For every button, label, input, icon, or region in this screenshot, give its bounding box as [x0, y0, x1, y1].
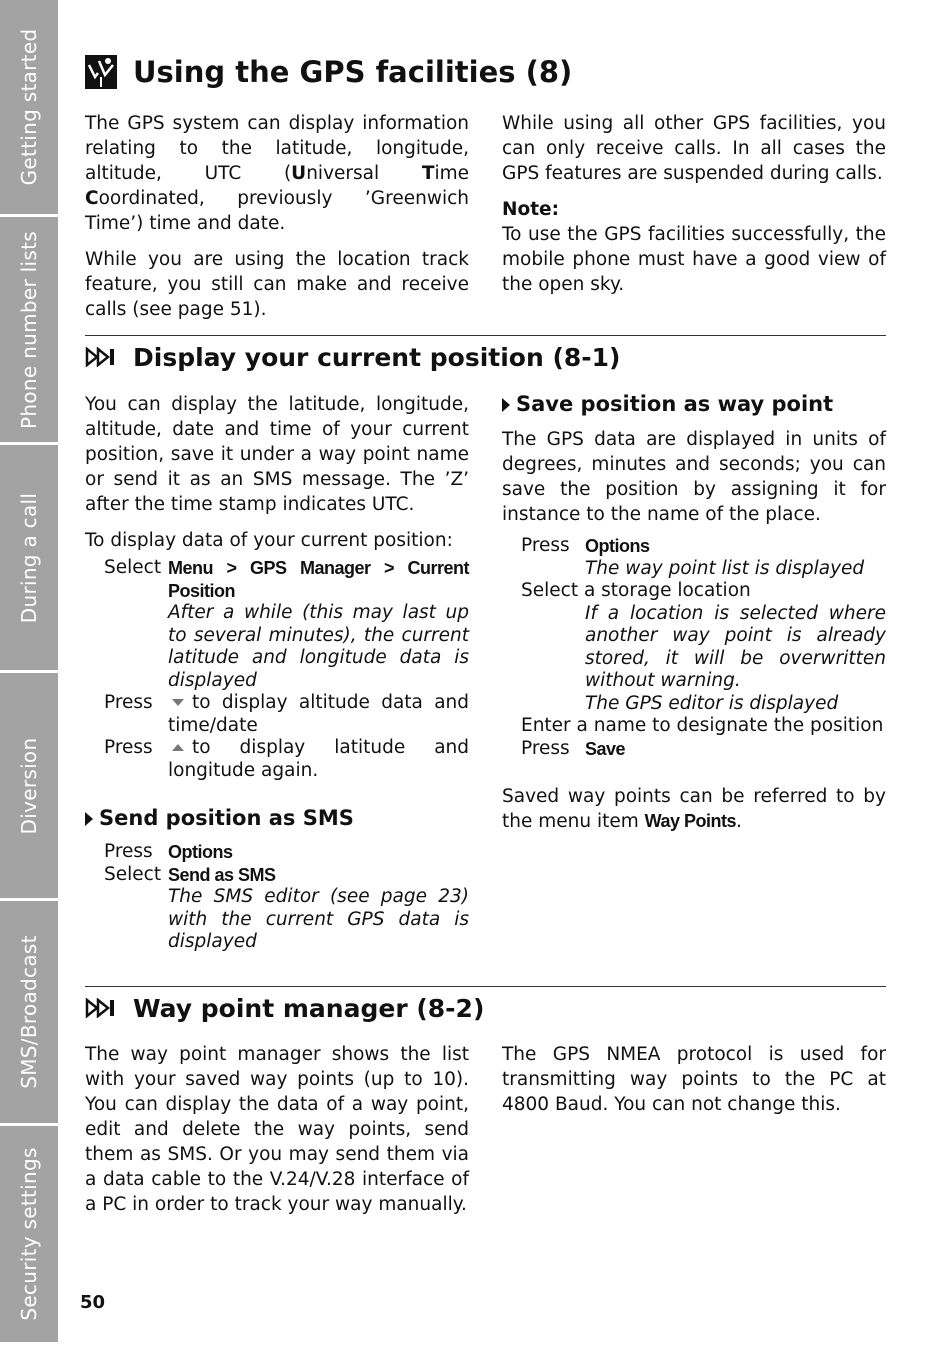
send-sms-heading: Send position as SMS	[85, 806, 469, 831]
note-label: Note:	[502, 199, 559, 220]
step-note: The SMS editor (see page 23) with the current GPS data is displayed	[168, 886, 469, 952]
softkey-label: Save	[585, 738, 626, 759]
step-row	[85, 864, 469, 954]
section-1-paragraph-2: To display data of your current position:	[85, 530, 453, 551]
softkey-label: Options	[168, 842, 233, 862]
section-1-title: Display your current position (8-1)	[133, 342, 621, 372]
step-label: Press	[104, 737, 153, 758]
tab-getting-started[interactable]	[0, 0, 58, 217]
down-arrow-icon	[172, 699, 184, 706]
menu-path: Menu > GPS Manager > Current Position	[168, 558, 469, 601]
tab-during-a-call[interactable]	[0, 445, 58, 673]
section-2-right-column	[502, 1042, 886, 1128]
step-label: Press	[521, 535, 570, 556]
step-label: Press	[104, 841, 153, 862]
section-divider	[85, 335, 886, 336]
menu-item-label: Send as SMS	[168, 864, 276, 885]
tab-label: Phone number lists	[17, 230, 41, 429]
step-row	[502, 738, 886, 761]
step-label: Select	[104, 863, 162, 885]
intro-left-column	[85, 111, 469, 333]
page-header	[85, 50, 572, 94]
step-note: The way point list is displayed	[585, 557, 865, 579]
section-1-header	[85, 341, 621, 373]
intro-right-column	[502, 111, 886, 297]
intro-paragraph-1: The GPS system can display information relating to the latitude, longitude, altitude, UTC (Universal Time Coordinated, previously ’Greenwich Time’) time and date.	[85, 113, 469, 234]
tab-label: Security settings	[17, 1147, 41, 1321]
section-2-header	[85, 992, 484, 1024]
tab-label: SMS/Broadcast	[17, 935, 41, 1089]
intro-paragraph-3: While using all other GPS facilities, you can only receive calls. In all cases the GPS features are suspended during calls.	[502, 113, 886, 184]
save-paragraph: The GPS data are displayed in units of degrees, minutes and seconds; you can save the position by assigning it for instance to the name of the place.	[502, 429, 886, 525]
tab-label: During a call	[17, 492, 41, 623]
tab-phone-number-lists[interactable]	[0, 217, 58, 445]
step-text: to display latitude and longitude again.	[168, 737, 469, 781]
section-1-left-column	[85, 392, 469, 954]
up-arrow-icon	[172, 744, 184, 751]
intro-paragraph-2: While you are using the location track feature, you still can make and receive calls (see page 51).	[85, 249, 469, 320]
section-1-right-column	[502, 392, 886, 845]
section-2-paragraph-2: The GPS NMEA protocol is used for transmitting way points to the PC at 4800 Baud. You can not change this.	[502, 1044, 886, 1115]
bullet-triangle-icon	[502, 398, 510, 412]
tab-security-settings[interactable]	[0, 1126, 58, 1345]
softkey-label: Options	[585, 536, 650, 556]
step-row	[85, 737, 469, 782]
section-1-paragraph-1: You can display the latitude, longitude, altitude, date and time of your current position, save it under a way point name or send it as an SMS message. The ’Z’ after the time stamp indicates UTC.	[85, 394, 469, 515]
side-tab-bar	[0, 0, 60, 1345]
note-text: To use the GPS facilities successfully, the mobile phone must have a good view of the open sky.	[502, 224, 886, 295]
step-row	[502, 603, 886, 716]
tab-label: Getting started	[17, 28, 41, 186]
save-waypoint-heading: Save position as way point	[502, 392, 886, 417]
page-title: Using the GPS facilities (8)	[133, 55, 573, 89]
fast-forward-icon	[85, 347, 117, 367]
section-2-title: Way point manager (8-2)	[133, 993, 485, 1023]
step-note: After a while (this may last up to several minutes), the current latitude and longitude data is displayed	[168, 602, 469, 691]
step-row	[502, 535, 886, 580]
step-note: If a location is selected where another way point is already stored, it will be overwritten without warning.	[585, 602, 886, 691]
fast-forward-icon	[85, 998, 117, 1018]
sms-steps	[85, 841, 469, 954]
section-2-paragraph-1: The way point manager shows the list with your saved way points (up to 10). You can display the data of a way point, edit and delete the way points, send them as SMS. Or you may send them via a data cable to the V.24/V.28 interface of a PC in order to track your way manually.	[85, 1044, 469, 1215]
page-number: 50	[80, 1292, 106, 1313]
tab-sms-broadcast[interactable]	[0, 901, 58, 1126]
gps-satellite-icon	[85, 55, 117, 89]
step-row	[85, 557, 469, 692]
section-divider	[85, 986, 886, 987]
step-note: The GPS editor is displayed	[585, 692, 839, 714]
step-row	[85, 692, 469, 737]
step-row	[85, 841, 469, 864]
saved-waypoints-paragraph: Saved way points can be referred to by the menu item Way Points.	[502, 786, 886, 832]
display-steps	[85, 557, 469, 782]
section-2-left-column	[85, 1042, 469, 1228]
tab-label: Diversion	[17, 737, 41, 834]
save-steps	[502, 535, 886, 760]
step-text: Select a storage location	[521, 580, 751, 601]
step-label: Select	[104, 557, 162, 578]
step-label: Press	[104, 692, 153, 713]
step-text: Enter a name to designate the position	[521, 715, 884, 736]
bullet-triangle-icon	[85, 812, 93, 826]
step-label: Press	[521, 737, 570, 759]
tab-diversion[interactable]	[0, 673, 58, 901]
step-text: to display altitude data and time/date	[168, 692, 469, 736]
